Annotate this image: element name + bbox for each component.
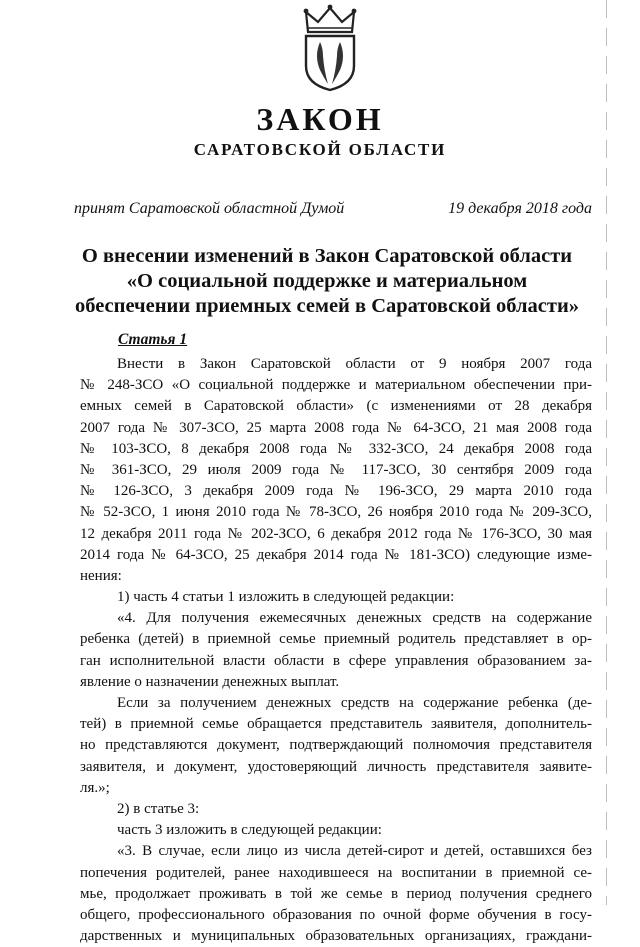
text-line: Если за получением денежных средств на содержание ребенка (де- xyxy=(117,695,592,711)
text-line: тей) в приемной семье обращается представитель заявителя, дополнитель- xyxy=(80,716,592,733)
text-line: № 103-ЗСО, 8 декабря 2008 года № 332-ЗСО, 24 декабря 2008 года xyxy=(80,440,592,457)
text-line: 2014 года № 64-ЗСО, 25 декабря 2014 года № 181-ЗСО) следующие изме- xyxy=(80,546,592,563)
text-line: но представляются документ, подтверждающий полномочия представителя xyxy=(80,737,592,754)
text-line: 2007 года № 307-ЗСО, 25 марта 2008 года № 64-ЗСО, 21 мая 2008 года xyxy=(80,419,592,436)
text-line: емных семей в Саратовской области» (с изменениями от 28 декабря xyxy=(80,398,592,415)
article-title: Статья 1 xyxy=(118,331,188,348)
heading-line: О внесении изменений в Закон Саратовской области xyxy=(81,245,573,267)
text-line: часть 3 изложить в следующей редакции: xyxy=(117,822,382,839)
text-line: 2) в статье 3: xyxy=(117,800,200,817)
text-line: явление о назначении денежных выплат. xyxy=(80,673,340,690)
heading-line: «О социальной поддержке и материальном xyxy=(126,270,528,292)
text-line: 12 декабря 2011 года № 202-ЗСО, 6 декабря 2012 года № 176-ЗСО, 30 мая xyxy=(80,525,592,542)
heading-line: обеспечении приемных семей в Саратовской области» xyxy=(74,295,580,317)
text-line: попечения родителей, ранее находившееся на воспитании в приемной се- xyxy=(80,864,592,881)
text-line: «3. В случае, если лицо из числа детей-сирот и детей, оставшихся без xyxy=(117,843,592,860)
text-line: № 126-ЗСО, 3 декабря 2009 года № 196-ЗСО, 29 марта 2010 года xyxy=(80,483,592,500)
text-line: № 248-ЗСО «О социальной поддержке и материальном обеспечении при- xyxy=(80,377,592,394)
coat-of-arms-icon xyxy=(298,4,362,92)
text-line: нения: xyxy=(80,567,122,584)
law-subtitle: САРАТОВСКОЙ ОБЛАСТИ xyxy=(193,140,447,159)
text-line: 1) часть 4 статьи 1 изложить в следующей редакции: xyxy=(117,589,455,606)
text-line: мье, продолжает проживать в той же семье в период получения среднего xyxy=(80,885,592,902)
law-heading xyxy=(64,244,590,319)
scan-edge xyxy=(606,0,607,905)
text-line: «4. Для получения ежемесячных денежных средств на содержание xyxy=(117,610,592,627)
text-line: общего, профессионального образования по очной форме обучения в госу- xyxy=(80,906,592,923)
text-line: № 361-ЗСО, 29 июля 2009 года № 117-ЗСО, 30 сентября 2009 года xyxy=(80,461,592,478)
text-line: заявителя, и документ, удостоверяющий личность представителя заявите- xyxy=(80,758,592,775)
article-body xyxy=(80,354,592,947)
adopted-by: принят Саратовской областной Думой xyxy=(74,200,345,217)
text-line: дарственных и муниципальных образовательных организациях, граждани- xyxy=(80,928,592,945)
text-line: ган исполнительной власти области в сфере управления образованием за- xyxy=(80,652,592,669)
text-line: ля.»; xyxy=(80,779,110,796)
text-line: № 52-ЗСО, 1 июня 2010 года № 78-ЗСО, 26 ноября 2010 года № 209-ЗСО, xyxy=(80,504,592,521)
law-title: ЗАКОН xyxy=(256,101,384,137)
text-line: Внести в Закон Саратовской области от 9 ноября 2007 года xyxy=(117,356,592,372)
adoption-date: 19 декабря 2018 года xyxy=(448,200,592,217)
text-line: ребенка (детей) в приемной семье приемный родитель представляет в ор- xyxy=(80,631,592,648)
